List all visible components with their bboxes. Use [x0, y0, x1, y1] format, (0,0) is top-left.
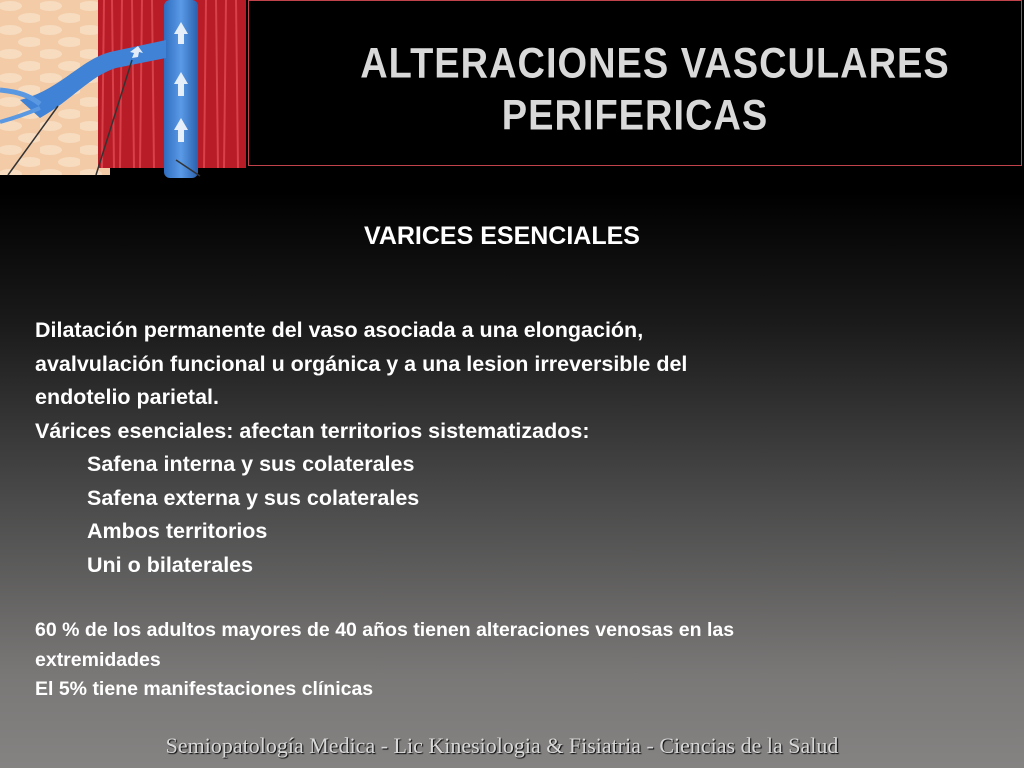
territory-item: Safena interna y sus colaterales [87, 452, 415, 476]
slide-footer: Semiopatología Medica - Lic Kinesiologia & Fisiatria - Ciencias de la Salud [165, 733, 839, 758]
territory-item: Uni o bilaterales [87, 552, 254, 577]
definition-line: avalvulación funcional u orgánica y a una lesion irreversible del [35, 351, 688, 376]
slide-subtitle: VARICES ESENCIALES [364, 222, 640, 250]
stats-line: 60 % de los adultos mayores de 40 años tienen alteraciones venosas en las [35, 619, 735, 641]
slide-title-line-2: PERIFERICAS [501, 92, 769, 140]
territory-item: Ambos territorios [87, 519, 268, 543]
definition-line: endotelio parietal. [35, 385, 219, 409]
territory-item: Safena externa y sus colaterales [87, 485, 420, 510]
territories-intro: Várices esenciales: afectan territorios sistematizados: [35, 418, 590, 443]
stats-line: El 5% tiene manifestaciones clínicas [35, 678, 374, 700]
vascular-illustration [0, 0, 246, 180]
stats-block [35, 616, 995, 705]
stats-line: extremidades [35, 648, 161, 671]
definition-block [35, 314, 995, 582]
title-box [248, 0, 1022, 166]
slide-title-line-1: ALTERACIONES VASCULARES [360, 40, 950, 88]
definition-line: Dilatación permanente del vaso asociada a una elongación, [35, 318, 644, 342]
